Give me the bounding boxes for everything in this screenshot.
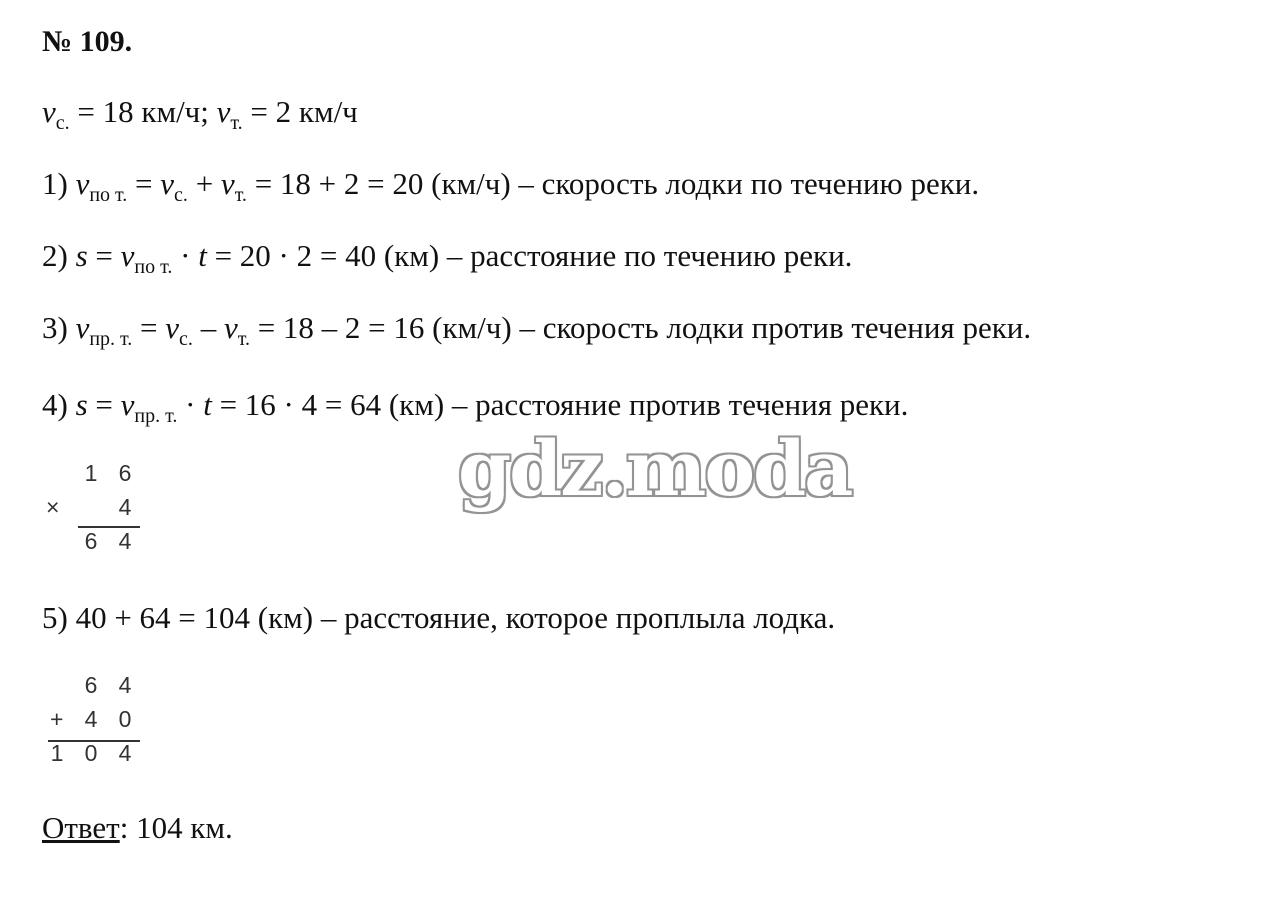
step-1: 1) $v_{по т.} = v_{с.} + v_{т.} = 18 + 2 = 20$ (км/ч) – скорость лодки по течению реки. <box>42 166 980 206</box>
watermark-logo: gdz.moda <box>458 424 852 513</box>
step-5: 5) 40 + 64 = 104 (км) – расстояние, которое проплыла лодка. <box>42 600 836 635</box>
answer-label: Ответ <box>42 810 120 845</box>
answer-value: 104 км. <box>136 810 233 845</box>
step-2: 2) $s = v_{по т.} \cdot t = 20 \cdot 2 = 40$ (км) – расстояние по течению реки. <box>42 238 853 278</box>
multiply-sign: × <box>46 494 60 520</box>
multiplication-column <box>44 460 144 562</box>
mult-result-row: 6 4 <box>84 528 132 554</box>
add-mid-row: + 4 0 <box>50 706 132 732</box>
addition-column <box>44 672 144 774</box>
mult-top-row: 1 6 <box>84 460 132 486</box>
problem-title: № 109. <box>42 25 133 58</box>
mult-mid-row: × 4 <box>46 494 132 520</box>
answer-line: Ответ: 104 км. <box>42 810 233 845</box>
add-top-row: 6 4 <box>84 672 132 698</box>
add-result-row: 1 0 4 <box>50 740 132 766</box>
plus-sign: + <box>50 706 64 732</box>
step-3: 3) $v_{пр. т.} = v_{с.} - v_{т.} = 18 - 2 = 16$ (км/ч) – скорость лодки против течения реки. <box>42 310 1032 350</box>
given-line: $v_{с.} = 18$ км/ч; $v_{т.} = 2$ км/ч <box>42 94 358 134</box>
step-4: 4) $s = v_{пр. т.} \cdot t = 16 \cdot 4 = 64$ (км) – расстояние против течения реки. <box>42 387 909 427</box>
